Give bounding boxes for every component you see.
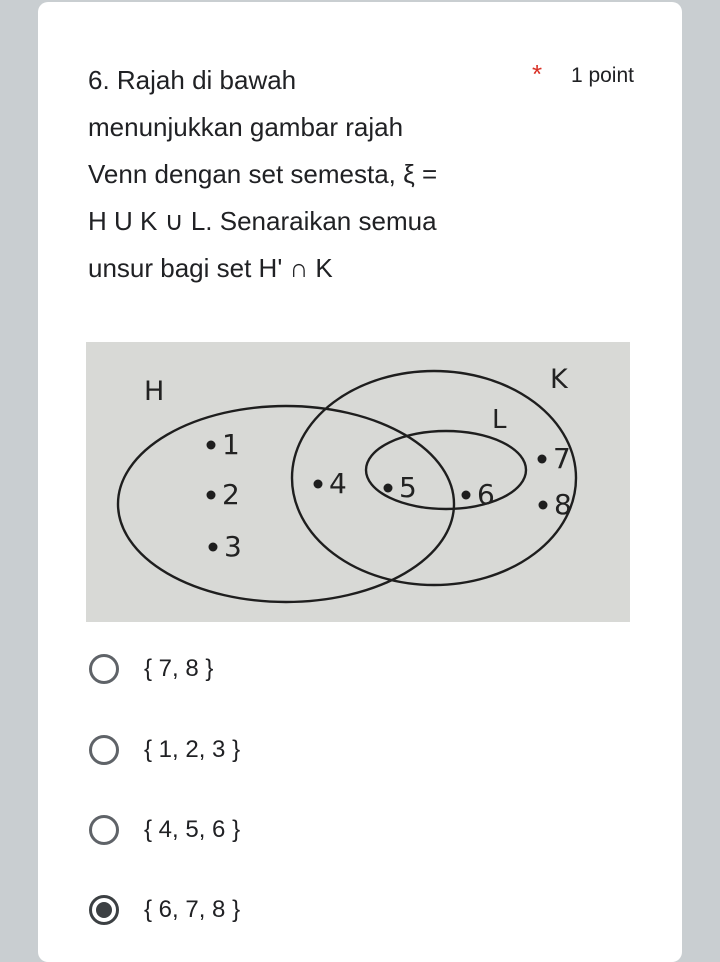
element-dot-5 xyxy=(384,484,393,493)
radio-checked-icon[interactable] xyxy=(89,895,119,925)
required-asterisk: * xyxy=(532,59,543,89)
element-dot-3 xyxy=(209,543,218,552)
radio-unchecked-icon[interactable] xyxy=(89,654,119,684)
element-6: 6 xyxy=(477,478,495,511)
option-2[interactable] xyxy=(86,728,646,772)
venn-diagram-svg xyxy=(86,342,630,622)
option-1-label: { 7, 8 } xyxy=(144,655,214,682)
radio-unchecked-icon[interactable] xyxy=(89,815,119,845)
element-dot-2 xyxy=(207,491,216,500)
question-line-1: 6. Rajah di bawah xyxy=(88,65,297,95)
element-7: 7 xyxy=(553,442,571,475)
venn-diagram-image xyxy=(86,342,630,622)
element-dot-1 xyxy=(207,441,216,450)
question-card xyxy=(38,2,682,962)
element-5: 5 xyxy=(399,471,417,504)
option-4[interactable] xyxy=(86,888,646,932)
points-label: 1 point xyxy=(570,64,634,87)
element-dot-6 xyxy=(462,491,471,500)
element-2: 2 xyxy=(222,478,240,511)
option-1[interactable] xyxy=(86,647,646,691)
option-2-label: { 1, 2, 3 } xyxy=(144,736,241,763)
element-8: 8 xyxy=(554,488,572,521)
question-line-2: menunjukkan gambar rajah xyxy=(88,112,404,142)
option-3[interactable] xyxy=(86,808,646,852)
element-3: 3 xyxy=(224,530,242,563)
question-line-4: H U K ∪ L. Senaraikan semua xyxy=(88,206,437,236)
set-k-label: K xyxy=(550,364,568,395)
element-dot-4 xyxy=(314,480,323,489)
radio-unchecked-icon[interactable] xyxy=(89,735,119,765)
set-l-ellipse xyxy=(366,431,526,509)
set-h-label: H xyxy=(144,376,165,407)
question-line-5: unsur bagi set H' ∩ K xyxy=(88,253,333,283)
question-text xyxy=(88,57,508,292)
element-4: 4 xyxy=(329,467,347,500)
option-4-label: { 6, 7, 8 } xyxy=(144,896,241,923)
set-l-label: L xyxy=(492,405,507,435)
element-dot-8 xyxy=(539,501,548,510)
option-3-label: { 4, 5, 6 } xyxy=(144,816,241,843)
question-line-3: Venn dengan set semesta, ξ = xyxy=(88,159,438,189)
element-dot-7 xyxy=(538,455,547,464)
radio-dot-icon xyxy=(96,902,112,918)
element-1: 1 xyxy=(222,428,240,461)
